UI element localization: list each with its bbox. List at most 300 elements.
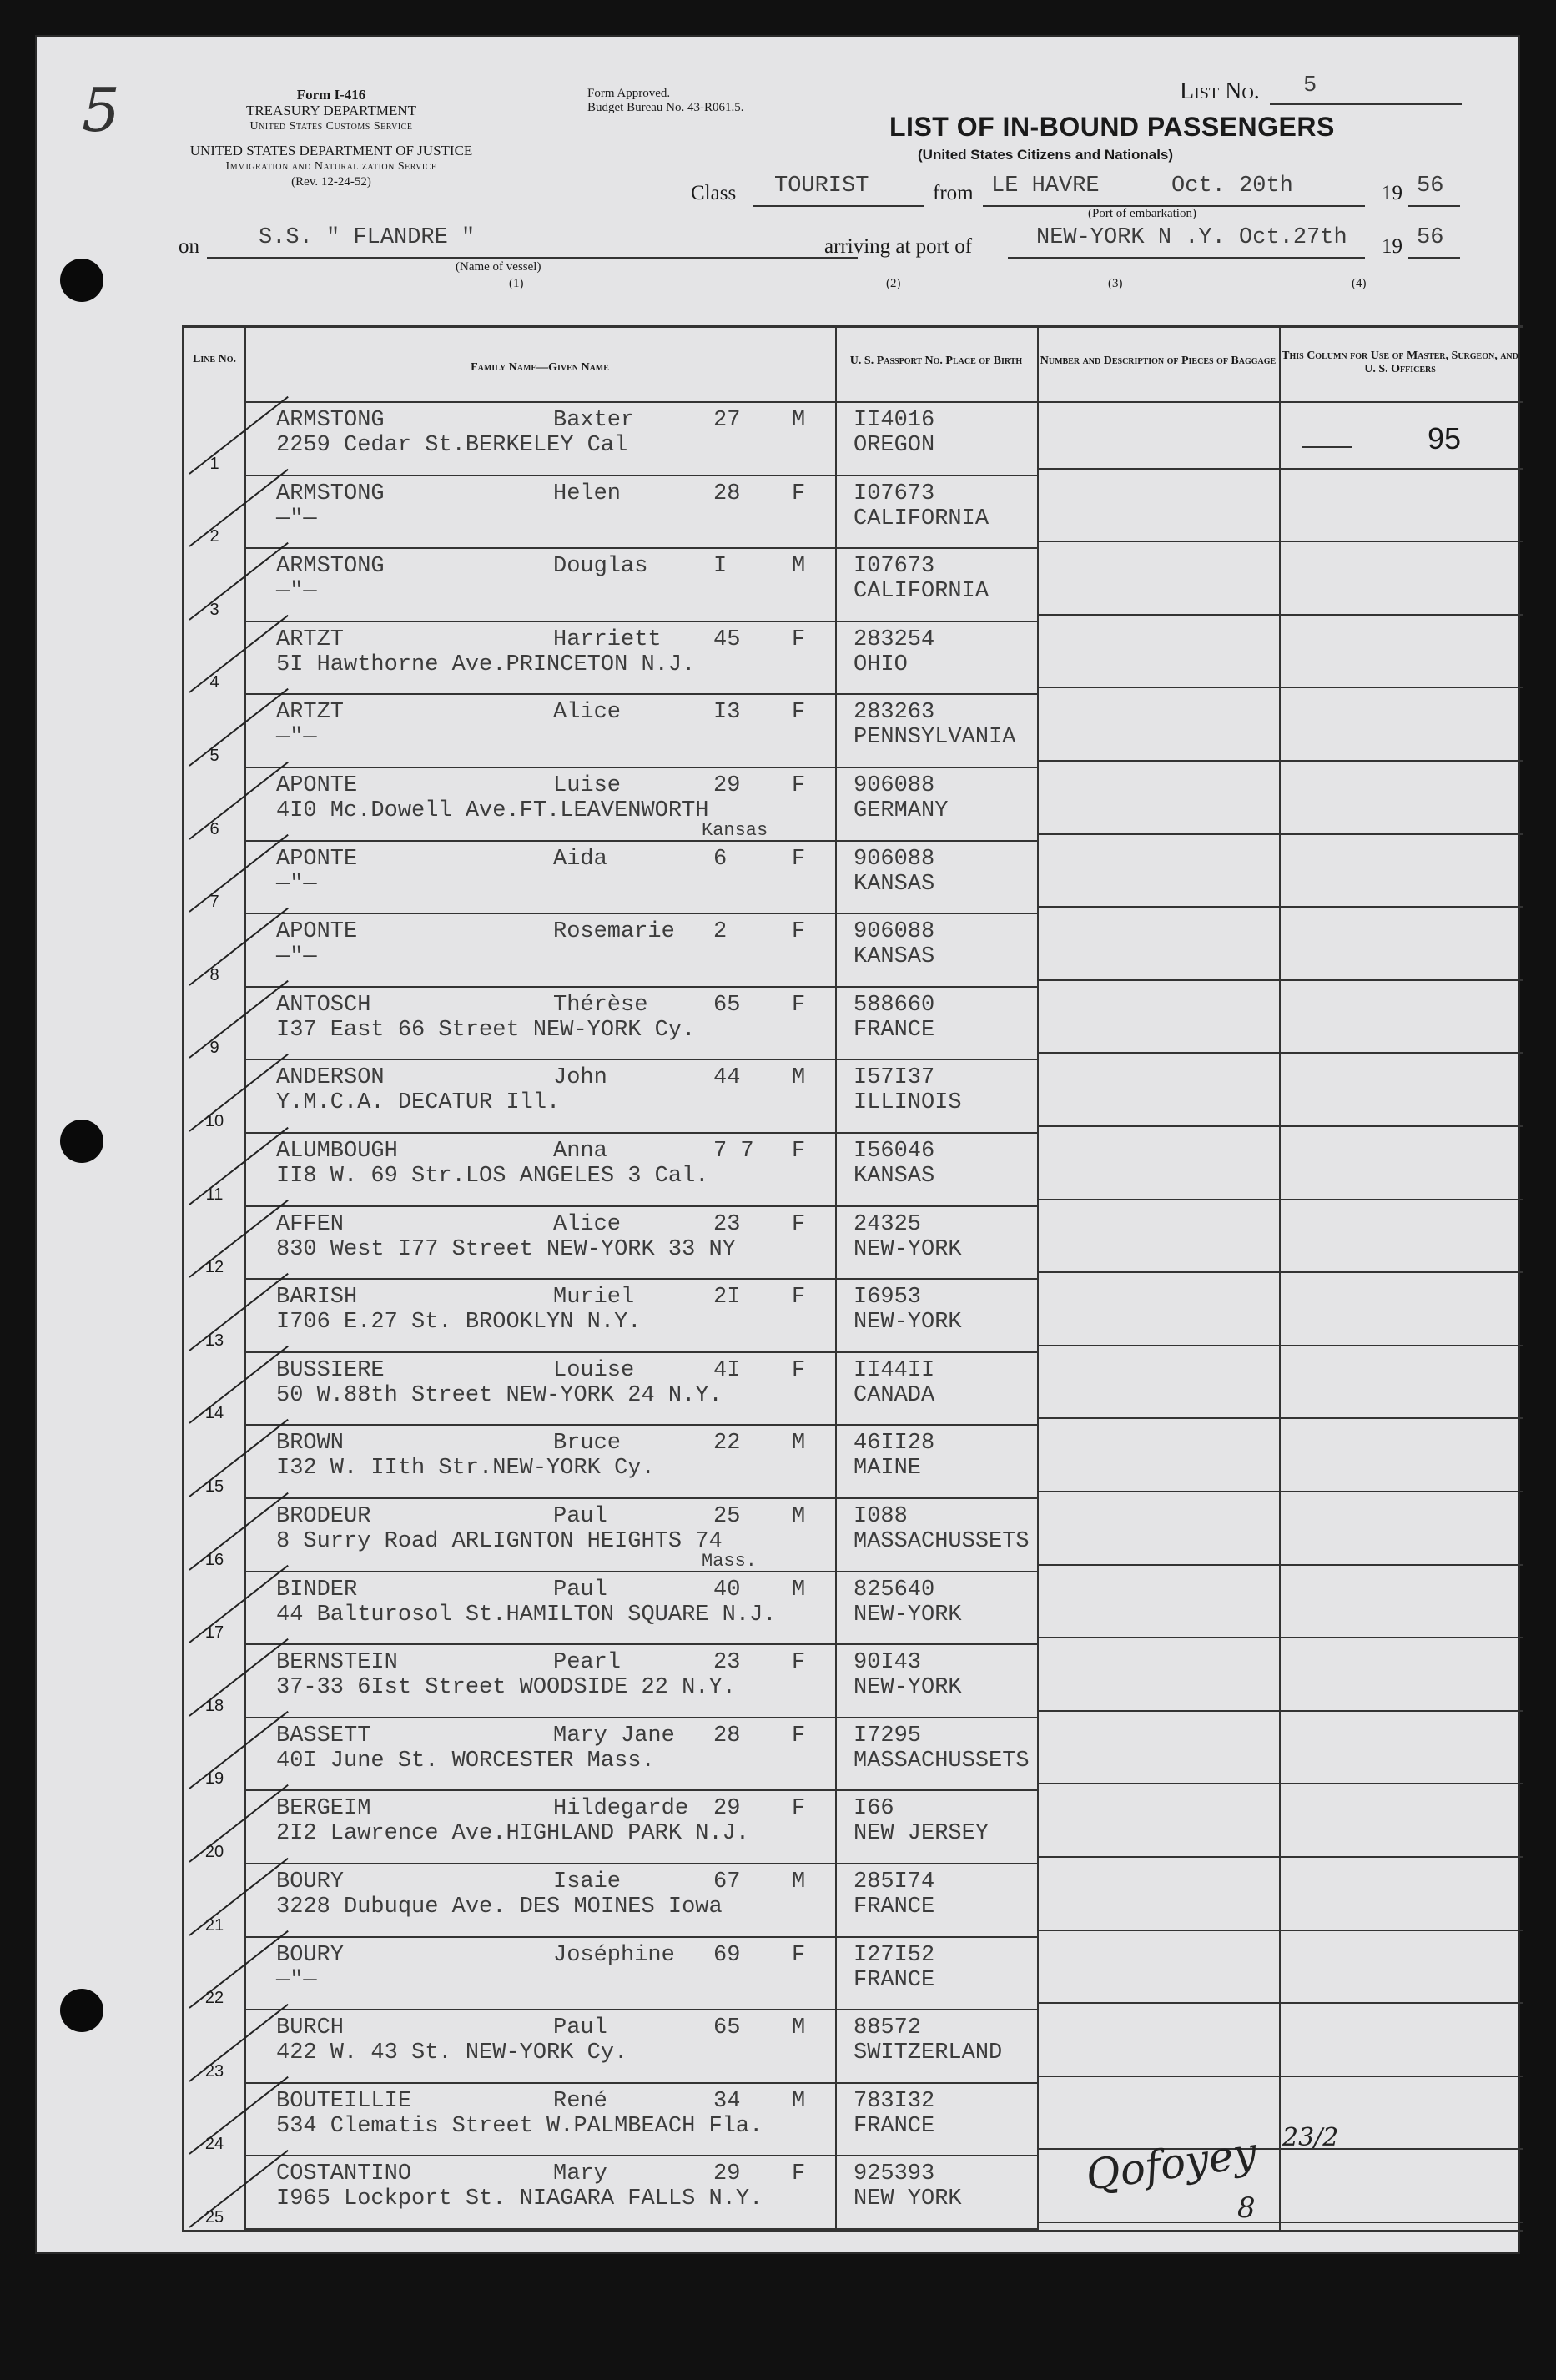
sex: F xyxy=(792,1285,806,1311)
passport-number: 906088 xyxy=(854,846,935,872)
table-row xyxy=(184,914,1523,988)
family-name: ARMSTONG xyxy=(276,481,385,506)
sex: M xyxy=(792,554,806,580)
family-name: APONTE xyxy=(276,919,358,945)
family-name: ARMSTONG xyxy=(276,408,385,433)
age: 6 xyxy=(713,846,728,872)
age: 29 xyxy=(713,1796,741,1822)
line-number: 17 xyxy=(204,1623,224,1643)
sex: F xyxy=(792,1723,806,1749)
address: 5I Hawthorne Ave.PRINCETON N.J. xyxy=(276,652,696,677)
given-name: Harriett xyxy=(553,626,662,652)
row-rule-right xyxy=(1037,541,1523,542)
officer-note: 95 xyxy=(1428,421,1462,455)
age: 40 xyxy=(713,1577,741,1603)
binder-hole-top xyxy=(60,259,103,302)
table-row xyxy=(184,549,1523,622)
vessel-name: S.S. " FLANDRE " xyxy=(259,225,476,250)
check-mark xyxy=(189,1565,288,1643)
address: 50 W.88th Street NEW-YORK 24 N.Y. xyxy=(276,1382,723,1408)
given-name: Thérèse xyxy=(553,992,648,1018)
age: 22 xyxy=(713,1431,741,1457)
given-name: Muriel xyxy=(553,1285,635,1311)
passport-number: I07673 xyxy=(854,554,935,580)
passport-number: 283263 xyxy=(854,700,935,726)
address: 3228 Dubuque Ave. DES MOINES Iowa xyxy=(276,1894,723,1920)
place-of-birth: NEW-YORK xyxy=(854,1602,962,1628)
place-of-birth: NEW-YORK xyxy=(854,1675,962,1701)
arriving-label: arriving at port of xyxy=(824,235,973,258)
table-row xyxy=(184,2010,1523,2084)
age: 23 xyxy=(713,1650,741,1676)
sex: M xyxy=(792,2015,806,2041)
age: 69 xyxy=(713,1942,741,1968)
given-name: Bruce xyxy=(553,1431,622,1457)
given-name: Pearl xyxy=(553,1650,622,1676)
address: 534 Clematis Street W.PALMBEACH Fla. xyxy=(276,2113,763,2139)
family-name: APONTE xyxy=(276,773,358,798)
line-number: 23 xyxy=(204,2061,224,2081)
sex: F xyxy=(792,626,806,652)
form-revision: (Rev. 12-24-52) xyxy=(291,175,371,189)
given-name: Aida xyxy=(553,846,607,872)
given-name: Mary Jane xyxy=(553,1723,675,1749)
place-of-birth: FRANCE xyxy=(854,1967,935,1993)
place-of-birth: OREGON xyxy=(854,433,935,458)
sex: F xyxy=(792,1211,806,1237)
address: 44 Balturosol St.HAMILTON SQUARE N.J. xyxy=(276,1602,777,1628)
sex: F xyxy=(792,773,806,798)
col-num-2: (2) xyxy=(886,277,901,290)
line-number: 2 xyxy=(209,527,219,546)
list-no-value: 5 xyxy=(1303,73,1317,98)
row-rule-right xyxy=(1037,687,1523,688)
sex: M xyxy=(792,1065,806,1091)
table-row xyxy=(184,1645,1523,1718)
address: 37-33 6Ist Street WOODSIDE 22 N.Y. xyxy=(276,1675,736,1701)
place-of-birth: NEW YORK xyxy=(854,2186,962,2212)
line-number: 18 xyxy=(204,1696,224,1715)
passport-number: 925393 xyxy=(854,2161,935,2187)
row-rule-right xyxy=(1037,1417,1523,1419)
age: 25 xyxy=(713,1504,741,1529)
given-name: Paul xyxy=(553,1577,607,1603)
place-of-birth: FRANCE xyxy=(854,1017,935,1043)
table-row xyxy=(184,1280,1523,1353)
age: 34 xyxy=(713,2088,741,2114)
given-name: René xyxy=(553,2088,607,2114)
check-mark xyxy=(189,1492,288,1570)
family-name: ANDERSON xyxy=(276,1065,385,1091)
given-name: Joséphine xyxy=(553,1942,675,1968)
list-no-line xyxy=(1270,103,1462,105)
row-rule-right xyxy=(1037,1052,1523,1054)
line-number: 14 xyxy=(204,1404,224,1423)
check-mark xyxy=(189,615,288,693)
line-number: 22 xyxy=(204,1989,224,2008)
family-name: BERNSTEIN xyxy=(276,1650,398,1676)
passport-number: 283254 xyxy=(854,626,935,652)
place-of-birth: PENNSYLVANIA xyxy=(854,725,1016,751)
port-of-embarkation: LE HAVRE xyxy=(991,174,1100,199)
age: I3 xyxy=(713,700,741,726)
table-row xyxy=(184,1938,1523,2011)
passenger-table xyxy=(182,325,1523,2232)
age: 28 xyxy=(713,1723,741,1749)
age: 45 xyxy=(713,626,741,652)
address: 422 W. 43 St. NEW-YORK Cy. xyxy=(276,2040,628,2066)
given-name: John xyxy=(553,1065,607,1091)
row-rule-right xyxy=(1037,906,1523,908)
address: I37 East 66 Street NEW-YORK Cy. xyxy=(276,1017,696,1043)
row-rule-right xyxy=(1037,1271,1523,1273)
form-agency-block xyxy=(177,87,486,190)
list-no-label: List No. xyxy=(1180,78,1260,104)
line-number: 1 xyxy=(209,454,219,473)
passport-number: I27I52 xyxy=(854,1942,935,1968)
table-row xyxy=(184,1499,1523,1572)
row-rule-right xyxy=(1037,468,1523,470)
age: 29 xyxy=(713,773,741,798)
given-name: Alice xyxy=(553,1211,622,1237)
table-row xyxy=(184,1134,1523,1207)
header-line-no: Line No. xyxy=(192,353,236,365)
table-row xyxy=(184,1718,1523,1792)
table-row xyxy=(184,842,1523,915)
vessel-caption: (Name of vessel) xyxy=(456,260,541,274)
check-mark xyxy=(189,688,288,767)
line-number: 6 xyxy=(209,819,219,838)
manifest-page xyxy=(35,35,1520,2254)
header-officers: This Column for Use of Master, Surgeon, and U. S. Officers xyxy=(1282,350,1518,375)
line-number: 20 xyxy=(204,1842,224,1861)
passport-number: I6953 xyxy=(854,1285,922,1311)
passport-number: 825640 xyxy=(854,1577,935,1603)
sex: F xyxy=(792,846,806,872)
line-number: 4 xyxy=(209,673,219,692)
sex: F xyxy=(792,481,806,506)
line-number: 8 xyxy=(209,965,219,984)
place-of-birth: CALIFORNIA xyxy=(854,579,989,605)
row-rule-right xyxy=(1037,833,1523,835)
table-row xyxy=(184,403,1523,476)
row-rule-right xyxy=(1037,2002,1523,2004)
age: 67 xyxy=(713,1869,741,1894)
given-name: Louise xyxy=(553,1357,635,1383)
address: 2259 Cedar St.BERKELEY Cal xyxy=(276,433,628,458)
place-of-birth: CALIFORNIA xyxy=(854,506,989,531)
table-row xyxy=(184,695,1523,768)
line-number: 12 xyxy=(204,1258,224,1277)
passport-number: 88572 xyxy=(854,2015,922,2041)
line-number: 24 xyxy=(204,2135,224,2154)
check-mark xyxy=(189,1930,288,2009)
binder-hole-bottom xyxy=(60,1989,103,2032)
year-line-2 xyxy=(1408,257,1460,259)
age: 44 xyxy=(713,1065,741,1091)
age: 2 xyxy=(713,919,728,945)
check-mark xyxy=(189,2076,288,2155)
family-name: BROWN xyxy=(276,1431,345,1457)
justice-department: UNITED STATES DEPARTMENT OF JUSTICE xyxy=(189,143,473,158)
family-name: BOURY xyxy=(276,1942,345,1968)
class-line xyxy=(753,205,924,207)
year-line-1 xyxy=(1408,205,1460,207)
check-mark xyxy=(189,395,288,474)
row-rule-right xyxy=(1037,2222,1523,2223)
address: —"— xyxy=(276,725,317,751)
sex: M xyxy=(792,1577,806,1603)
family-name: ALUMBOUGH xyxy=(276,1139,398,1164)
inspector-signature: Qofoyey xyxy=(1082,2127,1260,2201)
line-number: 25 xyxy=(204,2207,224,2227)
given-name: Baxter xyxy=(553,408,635,433)
row-rule-right xyxy=(1037,1491,1523,1492)
address-line-2: Mass. xyxy=(702,1551,758,1572)
check-mark xyxy=(189,1419,288,1497)
sex: M xyxy=(792,1869,806,1894)
check-mark xyxy=(189,2150,288,2228)
row-rule-right xyxy=(1037,979,1523,981)
sex: F xyxy=(792,1650,806,1676)
place-of-birth: ILLINOIS xyxy=(854,1090,962,1116)
line-number: 10 xyxy=(204,1111,224,1130)
given-name: Rosemarie xyxy=(553,919,675,945)
family-name: BRODEUR xyxy=(276,1504,371,1529)
passport-number: II44II xyxy=(854,1357,935,1383)
passport-number: 90I43 xyxy=(854,1650,922,1676)
row-rule-right xyxy=(1037,1199,1523,1200)
age: 29 xyxy=(713,2161,741,2187)
place-of-birth: MASSACHUSSETS xyxy=(854,1748,1030,1774)
line-number: 19 xyxy=(204,1769,224,1789)
address: 830 West I77 Street NEW-YORK 33 NY xyxy=(276,1236,736,1262)
vessel-line xyxy=(207,257,858,259)
class-label: Class xyxy=(691,182,737,204)
row-rule-right xyxy=(1037,760,1523,762)
age: 28 xyxy=(713,481,741,506)
family-name: APONTE xyxy=(276,846,358,872)
sex: F xyxy=(792,1139,806,1164)
sex: F xyxy=(792,1796,806,1822)
row-rule-right xyxy=(1037,1564,1523,1566)
given-name: Douglas xyxy=(553,554,648,580)
from-label: from xyxy=(933,182,974,204)
place-of-birth: MASSACHUSSETS xyxy=(854,1529,1030,1554)
arrival-line xyxy=(1008,257,1365,259)
address: —"— xyxy=(276,871,317,897)
family-name: AFFEN xyxy=(276,1211,345,1237)
passport-number: I56046 xyxy=(854,1139,935,1164)
passport-number: I088 xyxy=(854,1504,908,1529)
given-name: Hildegarde xyxy=(553,1796,689,1822)
check-mark xyxy=(189,1273,288,1351)
family-name: BOUTEILLIE xyxy=(276,2088,412,2114)
signature-mark-2: 8 xyxy=(1237,2191,1256,2225)
check-mark xyxy=(189,1638,288,1717)
sex: M xyxy=(792,1504,806,1529)
family-name: BERGEIM xyxy=(276,1796,371,1822)
passport-number: 783I32 xyxy=(854,2088,935,2114)
check-mark xyxy=(189,2004,288,2082)
address: Y.M.C.A. DECATUR Ill. xyxy=(276,1090,561,1116)
address: —"— xyxy=(276,944,317,970)
on-label: on xyxy=(179,235,199,258)
sex: M xyxy=(792,408,806,433)
table-row xyxy=(184,1864,1523,1938)
line-number: 5 xyxy=(209,746,219,765)
year-prefix-2: 19 xyxy=(1382,235,1402,258)
address: 40I June St. WORCESTER Mass. xyxy=(276,1748,655,1774)
port-caption: (Port of embarkation) xyxy=(1088,207,1196,220)
check-mark xyxy=(189,980,288,1059)
check-mark xyxy=(189,1857,288,1935)
place-of-birth: KANSAS xyxy=(854,871,935,897)
check-mark xyxy=(189,1784,288,1863)
passport-number: 588660 xyxy=(854,992,935,1018)
class-value: TOURIST xyxy=(774,174,869,199)
check-mark xyxy=(189,1200,288,1278)
line-number: 21 xyxy=(204,1915,224,1935)
line-number: 9 xyxy=(209,1039,219,1058)
row-rule-right xyxy=(1037,1856,1523,1858)
age: 23 xyxy=(713,1211,741,1237)
form-approved-text: Form Approved. xyxy=(587,87,671,100)
line-number: 7 xyxy=(209,893,219,912)
table-row xyxy=(184,1572,1523,1646)
embark-year: 56 xyxy=(1417,174,1444,199)
family-name: BARISH xyxy=(276,1285,358,1311)
given-name: Luise xyxy=(553,773,622,798)
address: I706 E.27 St. BROOKLYN N.Y. xyxy=(276,1310,642,1336)
sex: F xyxy=(792,992,806,1018)
address: —"— xyxy=(276,1967,317,1993)
passport-number: 285I74 xyxy=(854,1869,935,1894)
table-row xyxy=(184,1791,1523,1864)
binder-hole-middle xyxy=(60,1120,103,1163)
given-name: Mary xyxy=(553,2161,607,2187)
family-name: ANTOSCH xyxy=(276,992,371,1018)
row-rule-name xyxy=(244,2228,1037,2230)
header-passport: U. S. Passport No. Place of Birth xyxy=(849,355,1023,367)
page-title: LIST OF IN-BOUND PASSENGERS xyxy=(889,112,1335,142)
given-name: Paul xyxy=(553,2015,607,2041)
address: 4I0 Mc.Dowell Ave.FT.LEAVENWORTH xyxy=(276,798,709,823)
place-of-birth: FRANCE xyxy=(854,2113,935,2139)
treasury-department: TREASURY DEPARTMENT xyxy=(245,103,417,118)
family-name: ARTZT xyxy=(276,626,345,652)
header-name: Family Name—Given Name xyxy=(471,361,609,374)
table-row xyxy=(184,768,1523,842)
given-name: Isaie xyxy=(553,1869,622,1894)
corner-page-mark: 5 xyxy=(82,75,120,145)
place-of-birth: KANSAS xyxy=(854,944,935,970)
place-of-birth: KANSAS xyxy=(854,1164,935,1189)
place-of-birth: OHIO xyxy=(854,652,908,677)
passport-number: I07673 xyxy=(854,481,935,506)
check-mark xyxy=(189,469,288,547)
signature-mark: 23/2 xyxy=(1282,2123,1339,2152)
budget-bureau-text: Budget Bureau No. 43-R061.5. xyxy=(587,101,744,114)
sex: F xyxy=(792,700,806,726)
place-of-birth: NEW-YORK xyxy=(854,1310,962,1336)
row-rule-right xyxy=(1037,1930,1523,1931)
check-mark xyxy=(189,1126,288,1205)
address: 8 Surry Road ARLIGNTON HEIGHTS 74 xyxy=(276,1529,723,1554)
sex: M xyxy=(792,1431,806,1457)
check-mark xyxy=(189,1346,288,1424)
family-name: BINDER xyxy=(276,1577,358,1603)
page-subtitle: (United States Citizens and Nationals) xyxy=(918,147,1174,163)
age: 27 xyxy=(713,408,741,433)
customs-service: United States Customs Service xyxy=(249,120,413,133)
address: 2I2 Lawrence Ave.HIGHLAND PARK N.J. xyxy=(276,1821,750,1847)
family-name: ARTZT xyxy=(276,700,345,726)
given-name: Anna xyxy=(553,1139,607,1164)
check-mark xyxy=(189,908,288,986)
col-num-1: (1) xyxy=(509,277,524,290)
table-row xyxy=(184,1060,1523,1134)
col-num-3: (3) xyxy=(1108,277,1123,290)
row-rule-right xyxy=(1037,1345,1523,1346)
sex: F xyxy=(792,1357,806,1383)
table-row xyxy=(184,622,1523,696)
check-mark xyxy=(189,834,288,913)
sex: F xyxy=(792,2161,806,2187)
check-mark xyxy=(189,1054,288,1132)
passport-number: 46II28 xyxy=(854,1431,935,1457)
age: 7 7 xyxy=(713,1139,754,1164)
sex: F xyxy=(792,1942,806,1968)
embarkation-date: Oct. 20th xyxy=(1171,174,1293,199)
col-num-4: (4) xyxy=(1352,277,1367,290)
line-number: 16 xyxy=(204,1550,224,1569)
form-approval xyxy=(587,87,743,115)
place-of-birth: NEW-YORK xyxy=(854,1236,962,1262)
place-of-birth: GERMANY xyxy=(854,798,949,823)
passport-number: 24325 xyxy=(854,1211,922,1237)
line-number: 3 xyxy=(209,600,219,619)
sex: M xyxy=(792,2088,806,2114)
age: 2I xyxy=(713,1285,741,1311)
passport-number: II4016 xyxy=(854,408,935,433)
place-of-birth: SWITZERLAND xyxy=(854,2040,1003,2066)
passport-number: 906088 xyxy=(854,773,935,798)
place-of-birth: MAINE xyxy=(854,1456,922,1482)
passport-number: 906088 xyxy=(854,919,935,945)
family-name: ARMSTONG xyxy=(276,554,385,580)
passport-number: I66 xyxy=(854,1796,894,1822)
table-row xyxy=(184,1353,1523,1426)
age: 4I xyxy=(713,1357,741,1383)
check-mark xyxy=(189,761,288,839)
line-number: 13 xyxy=(204,1331,224,1350)
header-baggage: Number and Description of Pieces of Baggage xyxy=(1040,355,1277,367)
family-name: BURCH xyxy=(276,2015,345,2041)
address: —"— xyxy=(276,579,317,605)
form-number: Form I-416 xyxy=(296,87,366,103)
table-row xyxy=(184,988,1523,1061)
table-row xyxy=(184,476,1523,550)
given-name: Alice xyxy=(553,700,622,726)
year-prefix-1: 19 xyxy=(1382,182,1402,204)
row-rule-right xyxy=(1037,1783,1523,1784)
age: 65 xyxy=(713,2015,741,2041)
arrival-port-date: NEW-YORK N .Y. Oct.27th xyxy=(1036,225,1347,250)
row-rule-right xyxy=(1037,1710,1523,1712)
family-name: COSTANTINO xyxy=(276,2161,412,2187)
address: —"— xyxy=(276,506,317,531)
